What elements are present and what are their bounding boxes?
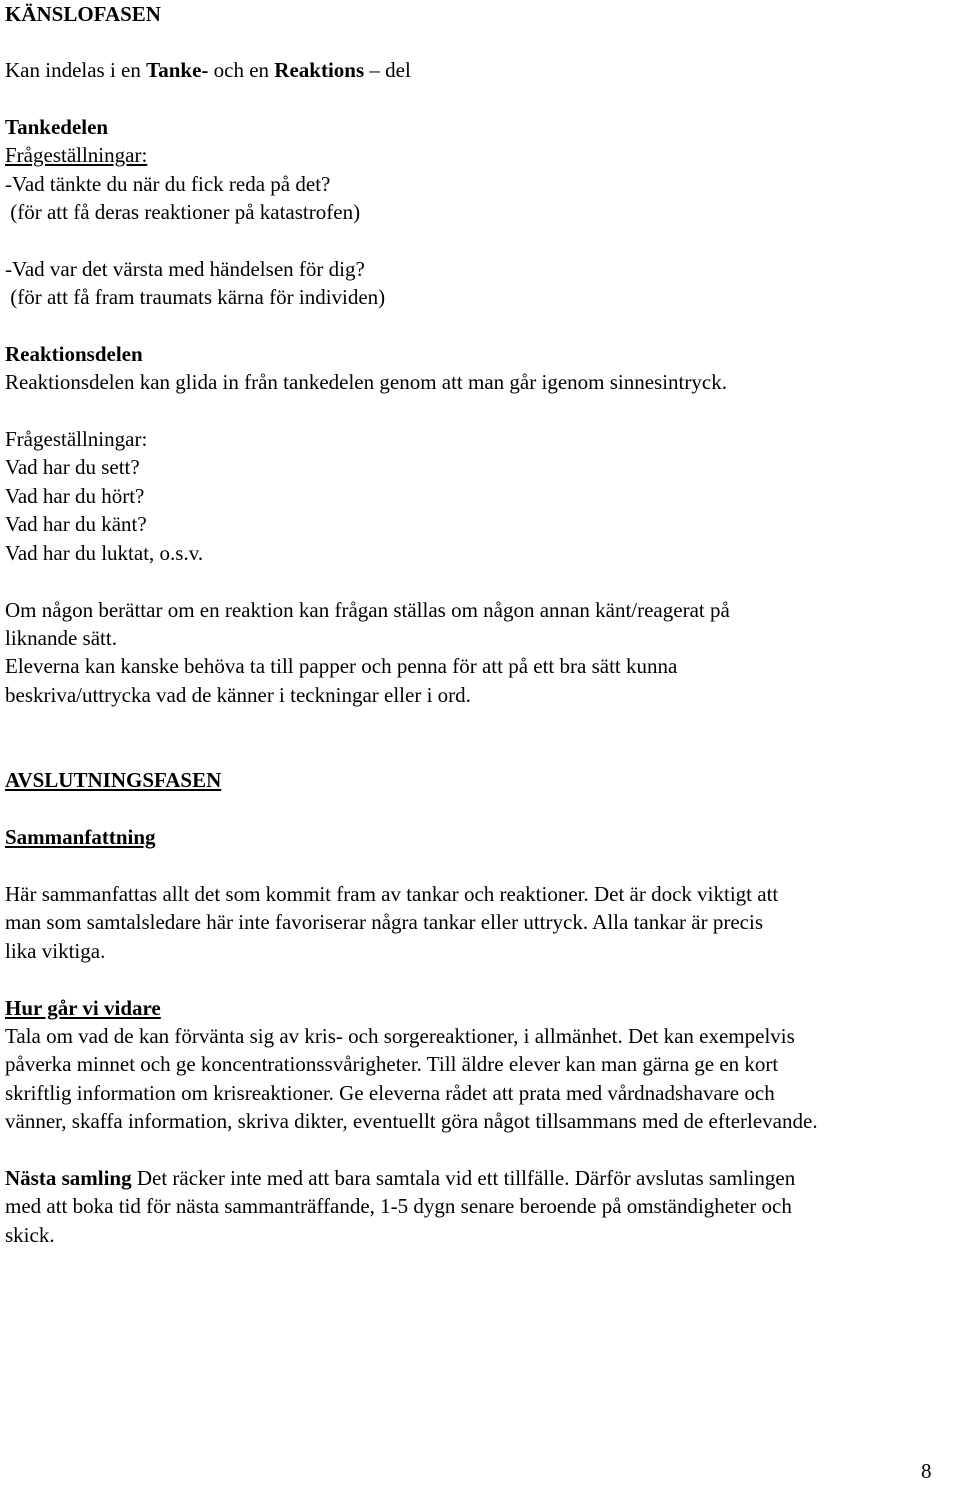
reaktionsdelen-paragraph-2-line-1: Eleverna kan kanske behöva ta till papper och penna för att på ett bra sätt kunna xyxy=(5,654,678,678)
tankedelen-questions-label: Frågeställningar: xyxy=(5,143,148,167)
hur-gar-vi-vidare-line-2: påverka minnet och ge koncentrationssvårigheter. Till äldre elever kan man gärna ge en kort xyxy=(5,1052,779,1076)
nasta-samling-line-2: med att boka tid för nästa sammanträffande, 1-5 dygn senare beroende på omständigheter och xyxy=(5,1194,792,1218)
hur-gar-vi-vidare-line-3: skriftlig information om krisreaktioner. Ge eleverna rådet att prata med vårdnadshavare och xyxy=(5,1081,775,1105)
reaktionsdelen-question-1: Vad har du sett? xyxy=(5,455,140,479)
sammanfattning-heading: Sammanfattning xyxy=(5,825,156,849)
kanslofasen-heading: KÄNSLOFASEN xyxy=(5,2,161,26)
hur-gar-vi-vidare-heading: Hur går vi vidare xyxy=(5,996,161,1020)
nasta-samling-heading: Nästa samling xyxy=(5,1166,132,1190)
reaktionsdelen-paragraph-2-line-2: beskriva/uttrycka vad de känner i teckningar eller i ord. xyxy=(5,683,471,707)
reaktionsdelen-heading: Reaktionsdelen xyxy=(5,342,143,366)
tankedelen-question-1: -Vad tänkte du när du fick reda på det? xyxy=(5,172,331,196)
intro-reaktions: Reaktions xyxy=(274,58,365,82)
sammanfattning-line-2: man som samtalsledare här inte favoriserar några tankar eller uttryck. Alla tankar är precis xyxy=(5,910,763,934)
nasta-samling-line-1-text: Det räcker inte med att bara samtala vid ett tillfälle. Därför avslutas samlingen xyxy=(131,1166,796,1190)
hur-gar-vi-vidare-line-1: Tala om vad de kan förvänta sig av kris- och sorgereaktioner, i allmänhet. Det kan exempelvis xyxy=(5,1024,795,1048)
intro-tanke: Tanke- xyxy=(146,58,209,82)
kanslofasen-intro xyxy=(5,56,411,84)
reaktionsdelen-question-3: Vad har du känt? xyxy=(5,512,147,536)
reaktionsdelen-description: Reaktionsdelen kan glida in från tankedelen genom att man går igenom sinnesintryck. xyxy=(5,370,727,394)
reaktionsdelen-paragraph-1-line-2: liknande sätt. xyxy=(5,626,117,650)
page-number: 8 xyxy=(921,1459,932,1483)
sammanfattning-line-3: lika viktiga. xyxy=(5,939,106,963)
intro-prefix: Kan indelas i en xyxy=(5,58,147,82)
reaktionsdelen-question-2: Vad har du hört? xyxy=(5,484,145,508)
tankedelen-question-1-note: (för att få deras reaktioner på katastrofen) xyxy=(5,200,361,224)
tankedelen-question-2-note: (för att få fram traumats kärna för individen) xyxy=(5,285,386,309)
reaktionsdelen-question-4: Vad har du luktat, o.s.v. xyxy=(5,541,204,565)
tankedelen-question-2: -Vad var det värsta med händelsen för dig? xyxy=(5,257,365,281)
nasta-samling-line-3: skick. xyxy=(5,1223,55,1247)
tankedelen-heading: Tankedelen xyxy=(5,115,109,139)
intro-mid: och en xyxy=(208,58,275,82)
reaktionsdelen-questions-label: Frågeställningar: xyxy=(5,427,148,451)
avslutningsfasen-heading: AVSLUTNINGSFASEN xyxy=(5,768,222,792)
intro-suffix: – del xyxy=(364,58,411,82)
nasta-samling-line-1 xyxy=(5,1164,795,1192)
hur-gar-vi-vidare-line-4: vänner, skaffa information, skriva dikter, eventuellt göra något tillsammans med de efterlevande. xyxy=(5,1109,818,1133)
sammanfattning-line-1: Här sammanfattas allt det som kommit fram av tankar och reaktioner. Det är dock viktigt att xyxy=(5,882,779,906)
reaktionsdelen-paragraph-1-line-1: Om någon berättar om en reaktion kan frågan ställas om någon annan känt/reagerat på xyxy=(5,598,730,622)
